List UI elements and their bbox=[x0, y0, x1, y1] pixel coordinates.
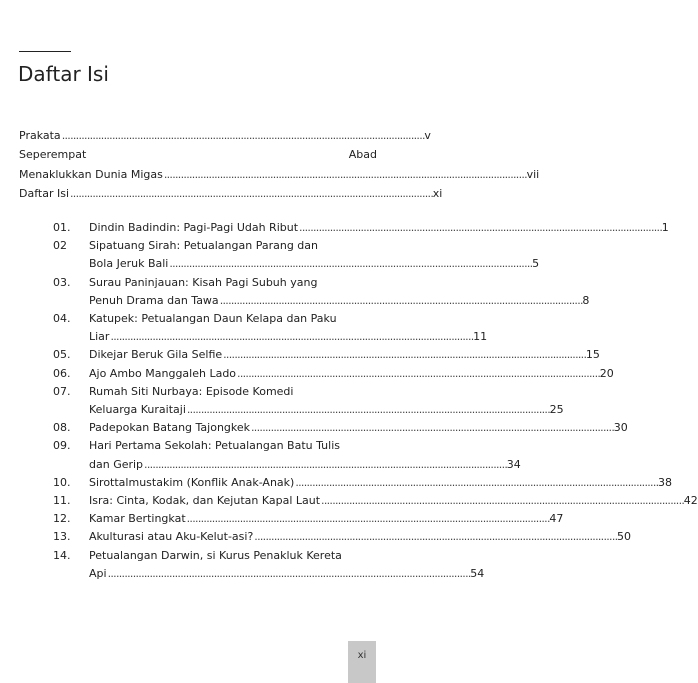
chapter-title-text: Surau Paninjauan: Kisah Pagi Subuh yang bbox=[89, 275, 318, 289]
dot-leader bbox=[70, 184, 432, 203]
chapter-text bbox=[89, 237, 539, 273]
chapter-text bbox=[89, 474, 672, 492]
chapter-page: 20 bbox=[599, 366, 614, 380]
chapter-text bbox=[89, 219, 669, 237]
dot-leader bbox=[62, 126, 424, 145]
chapter-number: 14. bbox=[53, 548, 71, 562]
chapter-title-line bbox=[89, 510, 563, 528]
page-number-tab bbox=[348, 641, 376, 683]
chapter-title-line bbox=[89, 419, 628, 437]
chapter-page: 5 bbox=[532, 257, 540, 271]
chapter-text bbox=[89, 528, 631, 546]
chapter-text bbox=[89, 346, 600, 364]
chapter-title-line bbox=[89, 365, 614, 383]
chapter-title-line bbox=[89, 219, 669, 237]
chapter-title-line bbox=[89, 437, 521, 455]
chapter-title-line bbox=[89, 547, 484, 565]
chapter-text bbox=[89, 547, 484, 583]
chapter-title-line bbox=[89, 474, 672, 492]
dot-leader bbox=[108, 565, 470, 583]
chapter-entry bbox=[53, 419, 628, 437]
chapter-number: 01. bbox=[53, 221, 71, 234]
chapter-title-text: dan Gerip bbox=[89, 457, 144, 471]
chapter-title-text: Padepokan Batang Tajongkek bbox=[89, 421, 251, 435]
heading-rule bbox=[19, 51, 71, 52]
toc-entry-title: Prakata bbox=[19, 129, 61, 142]
chapter-page: 47 bbox=[549, 512, 564, 526]
chapter-text bbox=[89, 510, 563, 528]
toc-entry-title: Seperempat bbox=[19, 148, 87, 162]
chapter-page: 42 bbox=[683, 494, 698, 508]
chapter-title-text: Dindin Badindin: Pagi-Pagi Udah Ribut bbox=[89, 221, 299, 234]
chapter-title-text: Liar bbox=[89, 330, 110, 344]
toc-entry bbox=[19, 184, 443, 203]
chapter-entry bbox=[53, 437, 521, 473]
chapter-title-line bbox=[89, 383, 564, 401]
page-title: Daftar Isi bbox=[18, 62, 109, 86]
dot-leader bbox=[237, 365, 599, 383]
chapter-title-text: Bola Jeruk Bali bbox=[89, 257, 169, 271]
chapter-title-text: Keluarga Kuraitaji bbox=[89, 403, 186, 417]
chapter-title-text: Penuh Drama dan Tawa bbox=[89, 293, 219, 307]
chapter-title-line bbox=[89, 401, 564, 419]
chapter-title-text: Rumah Siti Nurbaya: Episode Komedi bbox=[89, 384, 294, 398]
chapter-entry bbox=[53, 274, 590, 310]
chapter-entry bbox=[53, 492, 698, 510]
chapter-number: 09. bbox=[53, 439, 71, 453]
chapter-page: 1 bbox=[661, 221, 669, 234]
chapter-title-text: Ajo Ambo Manggaleh Lado bbox=[89, 366, 237, 380]
dot-leader bbox=[110, 328, 472, 346]
toc-entry-title: Menaklukkan Dunia Migas bbox=[19, 167, 163, 181]
chapter-text bbox=[89, 274, 589, 310]
dot-leader bbox=[251, 419, 613, 437]
chapter-page: 8 bbox=[582, 293, 590, 307]
chapter-entry bbox=[53, 237, 540, 273]
toc-entry bbox=[19, 145, 377, 164]
chapter-text bbox=[89, 365, 614, 383]
chapter-title-text: Katupek: Petualangan Daun Kelapa dan Paku bbox=[89, 312, 337, 326]
dot-leader bbox=[187, 401, 549, 419]
chapter-entry bbox=[53, 219, 669, 237]
chapter-number: 02 bbox=[53, 239, 67, 253]
chapter-entry bbox=[53, 365, 614, 383]
chapter-page: 54 bbox=[470, 566, 485, 580]
chapter-title-text: Sipatuang Sirah: Petualangan Parang dan bbox=[89, 239, 318, 253]
chapter-number: 11. bbox=[53, 494, 71, 508]
dot-leader bbox=[295, 474, 657, 492]
chapter-title-line bbox=[89, 492, 698, 510]
chapter-title-line bbox=[89, 255, 539, 273]
chapter-list bbox=[53, 219, 698, 583]
chapter-title-line bbox=[89, 565, 484, 583]
chapter-entry bbox=[53, 528, 632, 546]
chapter-title-line bbox=[89, 456, 521, 474]
toc-entry-page: xi bbox=[432, 186, 443, 200]
chapter-entry bbox=[53, 510, 564, 528]
chapter-title-text: Sirottalmustakim (Konflik Anak-Anak) bbox=[89, 475, 295, 489]
chapter-title-text: Akulturasi atau Aku-Kelut-asi? bbox=[89, 530, 254, 544]
chapter-page: 25 bbox=[549, 403, 564, 417]
dot-leader bbox=[299, 219, 661, 237]
toc-entry-page: v bbox=[424, 129, 431, 142]
dot-leader bbox=[144, 456, 506, 474]
dot-leader bbox=[321, 492, 683, 510]
chapter-page: 34 bbox=[506, 457, 521, 471]
chapter-title-text: Isra: Cinta, Kodak, dan Kejutan Kapal Laut bbox=[89, 494, 321, 508]
dot-leader bbox=[223, 346, 585, 364]
chapter-title-line bbox=[89, 237, 539, 255]
chapter-entry bbox=[53, 474, 673, 492]
dot-leader bbox=[169, 255, 531, 273]
toc-entry bbox=[19, 126, 431, 145]
chapter-text bbox=[89, 492, 698, 510]
chapter-page: 15 bbox=[585, 348, 600, 362]
chapter-number: 03. bbox=[53, 275, 71, 289]
dot-leader bbox=[254, 528, 616, 546]
chapter-page: 50 bbox=[617, 530, 632, 544]
chapter-entry bbox=[53, 310, 488, 346]
chapter-number: 06. bbox=[53, 366, 71, 380]
chapter-title-line bbox=[89, 292, 589, 310]
chapter-text bbox=[89, 419, 628, 437]
chapter-title-text: Hari Pertama Sekolah: Petualangan Batu Tulis bbox=[89, 439, 340, 453]
chapter-title-line bbox=[89, 328, 487, 346]
chapter-title-text: Kamar Bertingkat bbox=[89, 512, 186, 526]
chapter-text bbox=[89, 383, 564, 419]
chapter-number: 07. bbox=[53, 384, 71, 398]
chapter-title-text: Petualangan Darwin, si Kurus Penakluk Kereta bbox=[89, 548, 342, 562]
chapter-text bbox=[89, 310, 487, 346]
chapter-page: 30 bbox=[613, 421, 628, 435]
chapter-text bbox=[89, 437, 521, 473]
toc-entry-page: Abad bbox=[348, 148, 377, 162]
chapter-number: 12. bbox=[53, 512, 71, 526]
chapter-entry bbox=[53, 547, 485, 583]
chapter-entry bbox=[53, 383, 564, 419]
chapter-title-line bbox=[89, 346, 600, 364]
page-number: xi bbox=[357, 650, 367, 661]
front-matter-list bbox=[19, 126, 540, 203]
chapter-number: 05. bbox=[53, 348, 71, 362]
toc-entry bbox=[19, 165, 540, 184]
chapter-page: 11 bbox=[473, 330, 488, 344]
dot-leader bbox=[187, 510, 549, 528]
chapter-title-line bbox=[89, 310, 487, 328]
chapter-title-text: Dikejar Beruk Gila Selfie bbox=[89, 348, 223, 362]
chapter-number: 13. bbox=[53, 530, 71, 544]
dot-leader bbox=[164, 165, 526, 184]
chapter-title-line bbox=[89, 274, 589, 292]
toc-entry-title: Daftar Isi bbox=[19, 186, 69, 200]
chapter-title-line bbox=[89, 528, 631, 546]
chapter-number: 04. bbox=[53, 312, 71, 326]
toc-entry-page: vii bbox=[526, 167, 540, 181]
chapter-number: 10. bbox=[53, 475, 71, 489]
chapter-entry bbox=[53, 346, 600, 364]
dot-leader bbox=[220, 292, 582, 310]
chapter-number: 08. bbox=[53, 421, 71, 435]
chapter-title-text: Api bbox=[89, 566, 107, 580]
chapter-page: 38 bbox=[658, 475, 673, 489]
